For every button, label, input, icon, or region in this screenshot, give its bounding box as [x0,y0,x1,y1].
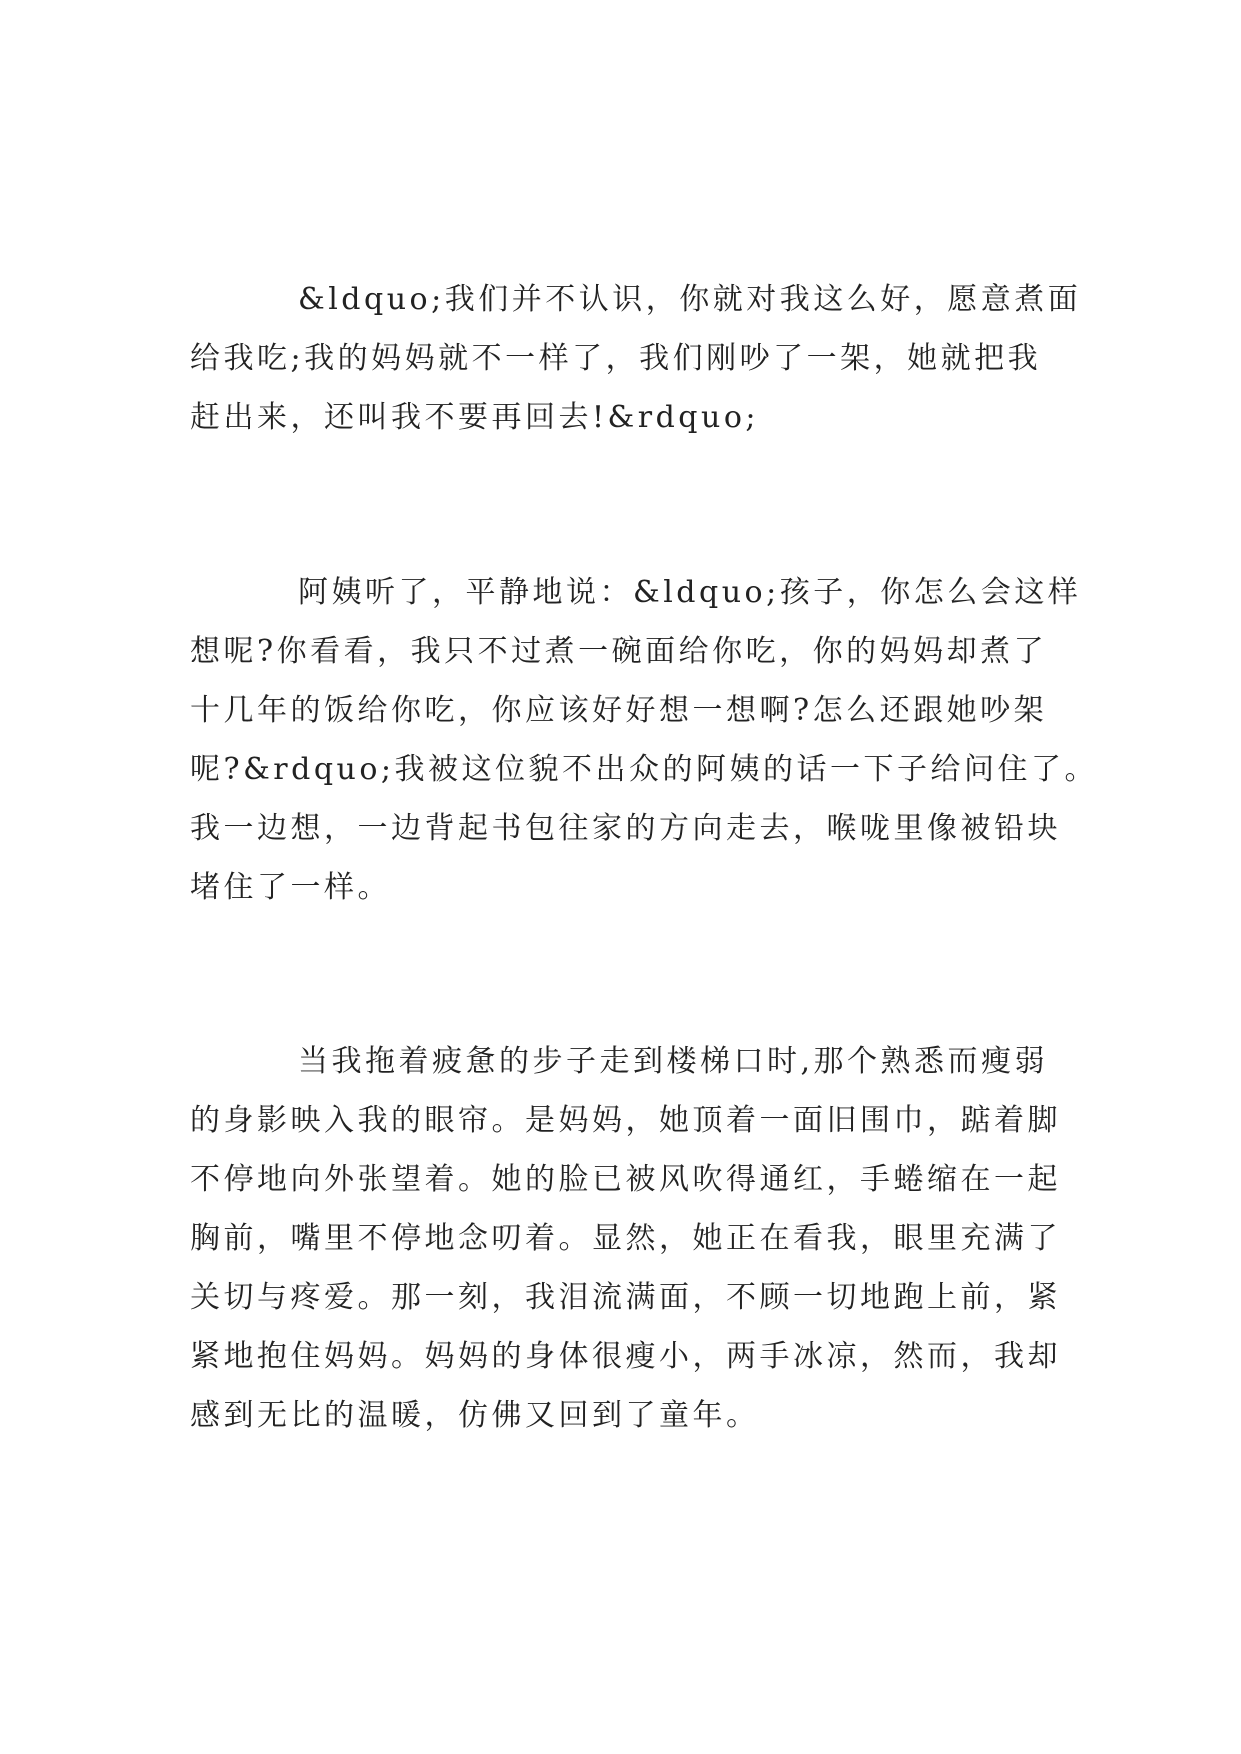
paragraph-line: 紧地抱住妈妈。妈妈的身体很瘦小，两手冰凉，然而，我却 [190,1339,1061,1374]
paragraph-line: 堵住了一样。 [190,870,391,905]
paragraph-line: 关切与疼爱。那一刻，我泪流满面，不顾一切地跑上前，紧 [190,1280,1061,1315]
paragraph-line: 的身影映入我的眼帘。是妈妈，她顶着一面旧围巾，踮着脚 [190,1103,1061,1138]
paragraph-line: 赶出来，还叫我不要再回去!&rdquo; [190,400,759,435]
paragraph-line: 十几年的饭给你吃，你应该好好想一想啊?怎么还跟她吵架 [190,693,1048,728]
paragraph-line: 感到无比的温暖，仿佛又回到了童年。 [190,1398,760,1433]
paragraph-line: &ldquo;我们并不认识，你就对我这么好，愿意煮面 [298,282,1082,317]
paragraph-line: 胸前，嘴里不停地念叨着。显然，她正在看我，眼里充满了 [190,1221,1061,1256]
paragraph-line: 当我拖着疲惫的步子走到楼梯口时,那个熟悉而瘦弱 [298,1044,1049,1079]
paragraph-2 [190,563,1099,917]
paragraph-line: 阿姨听了，平静地说：&ldquo;孩子，你怎么会这样 [298,575,1082,610]
paragraph-line: 给我吃;我的妈妈就不一样了，我们刚吵了一架，她就把我 [190,341,1042,376]
paragraph-3 [190,1032,1061,1445]
paragraph-line: 呢?&rdquo;我被这位貌不出众的阿姨的话一下子给问住了。 [190,752,1099,787]
paragraph-line: 不停地向外张望着。她的脸已被风吹得通红，手蜷缩在一起 [190,1162,1061,1197]
paragraph-1 [190,270,1082,447]
paragraph-line: 我一边想，一边背起书包往家的方向走去，喉咙里像被铅块 [190,811,1061,846]
paragraph-line: 想呢?你看看，我只不过煮一碗面给你吃，你的妈妈却煮了 [190,634,1048,669]
